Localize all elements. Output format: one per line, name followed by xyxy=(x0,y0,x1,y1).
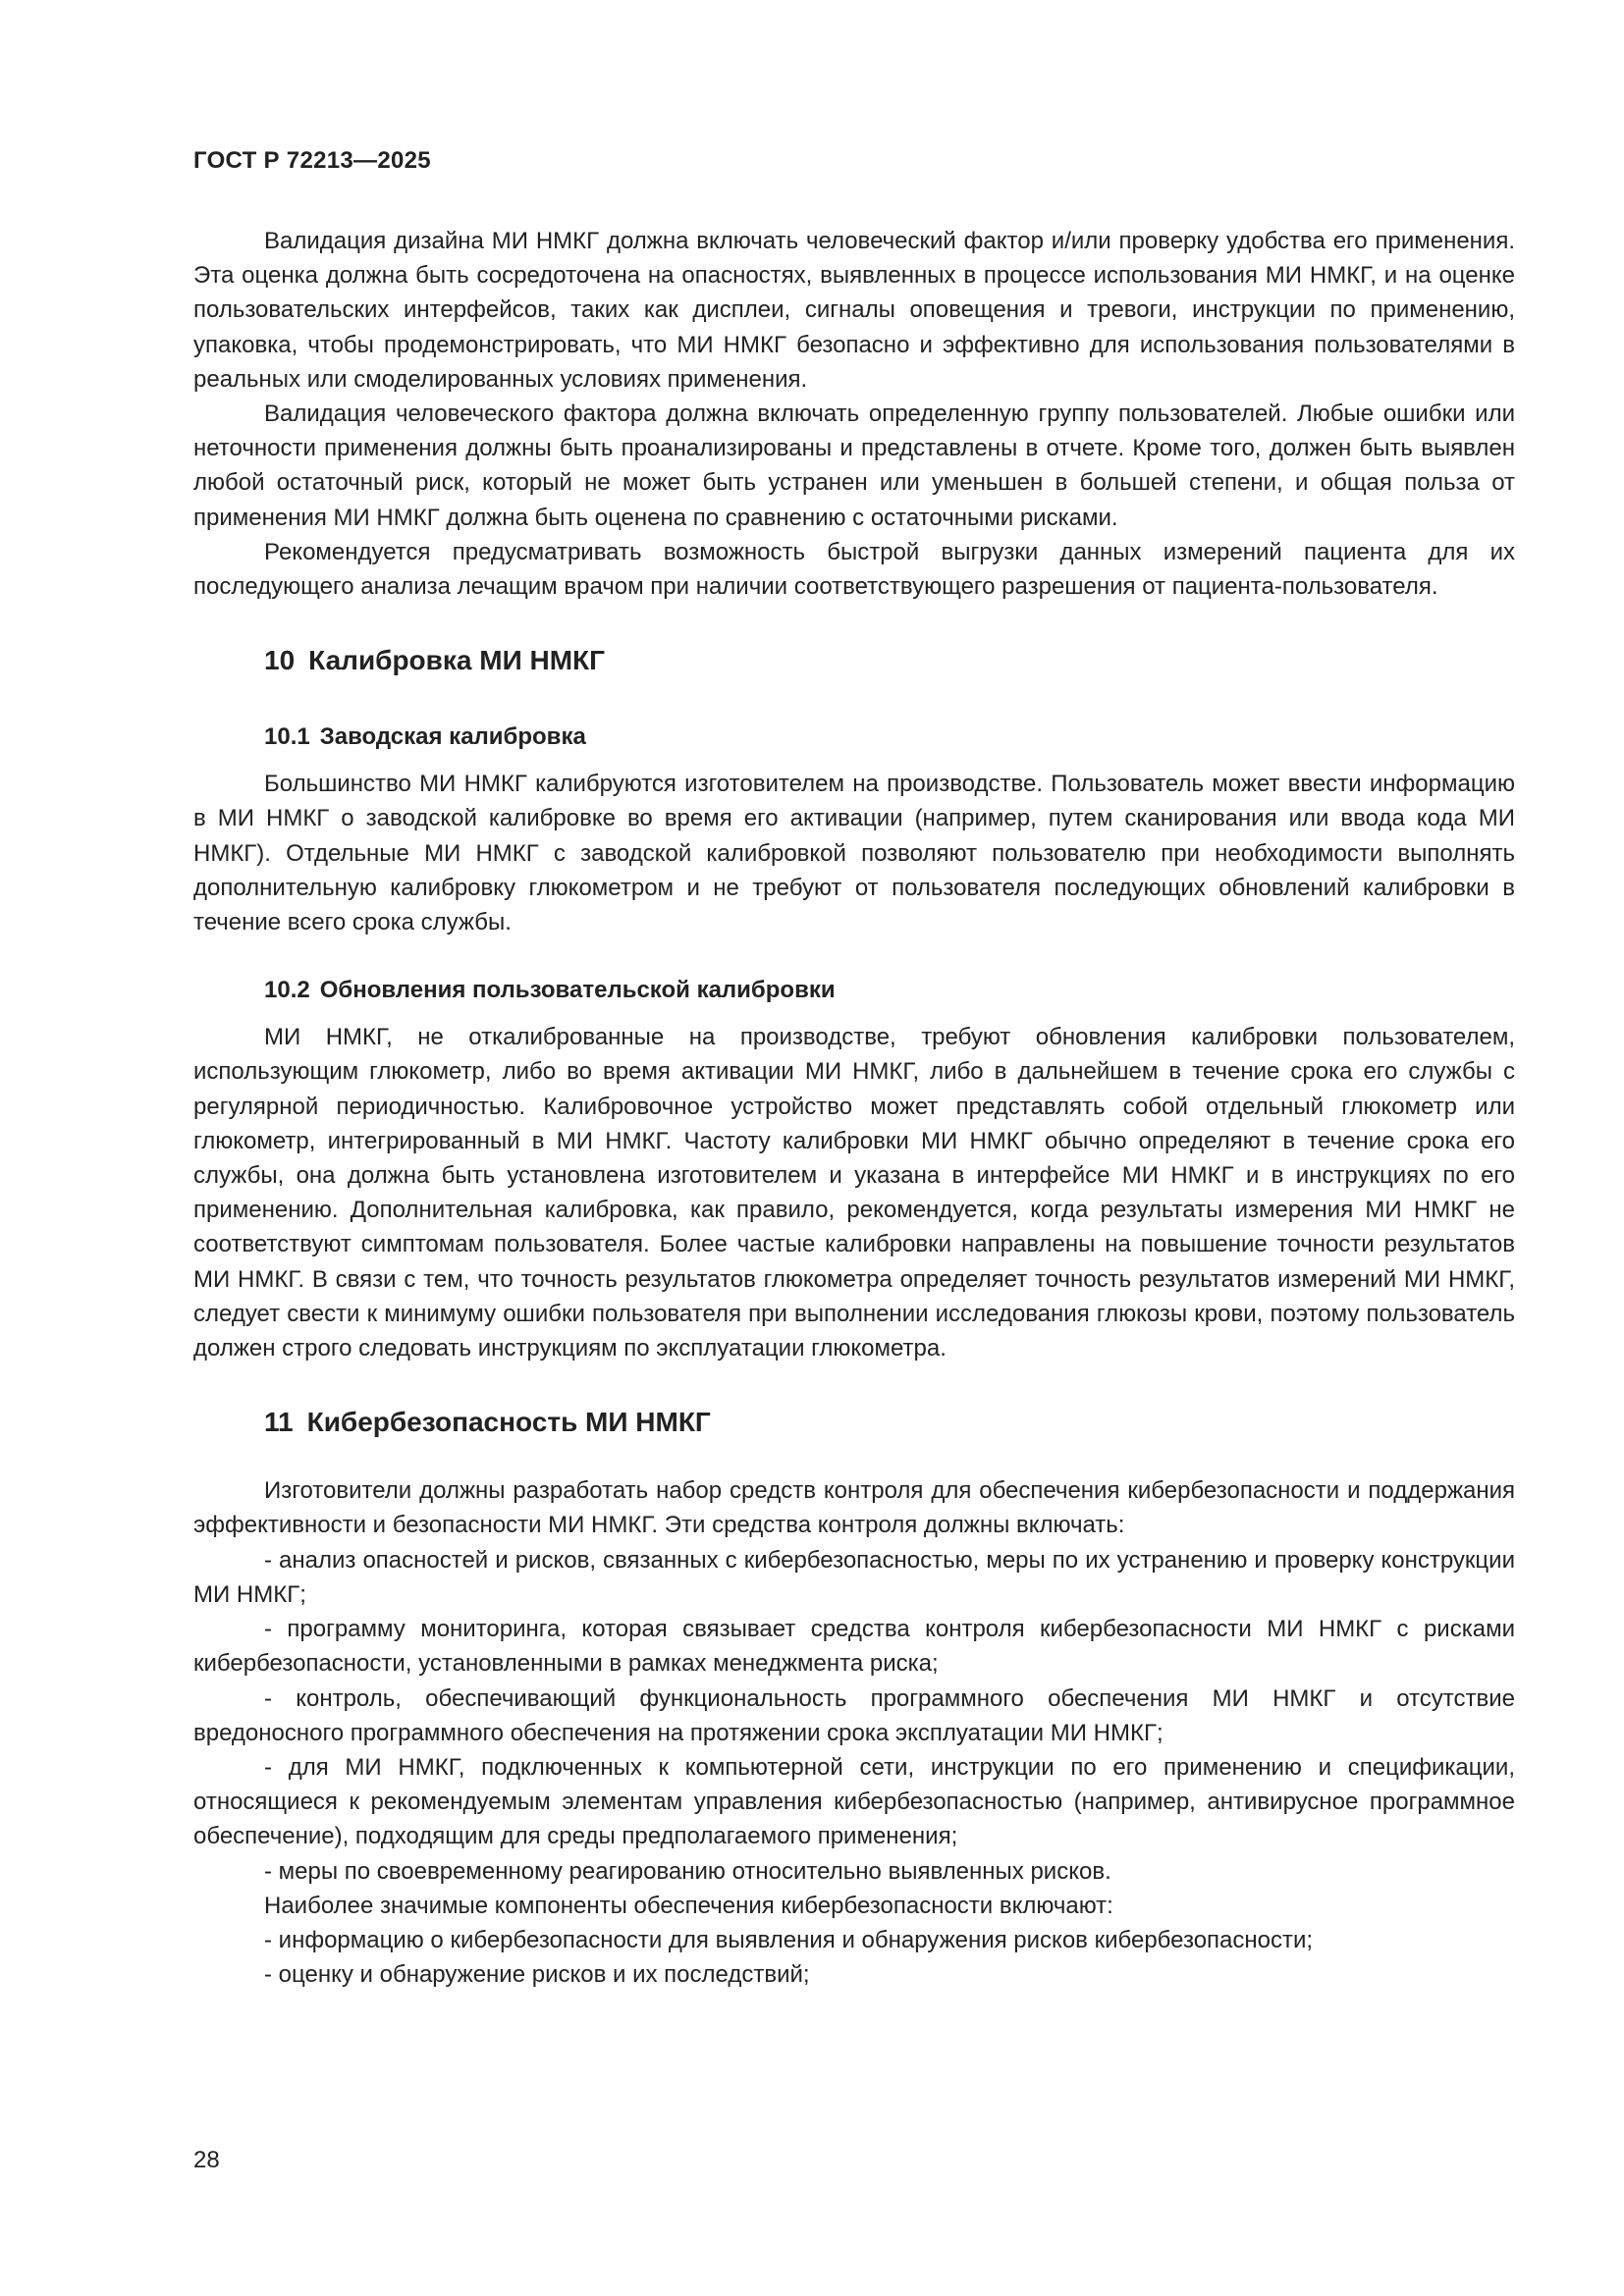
section-title: Кибербезопасность МИ НМКГ xyxy=(306,1407,711,1438)
subsection-number: 10.1 xyxy=(264,723,310,751)
paragraph: Валидация человеческого фактора должна включать определенную группу пользователей. Любые ошибки или неточности применения должны быть проанализированы и представлены в отчете. Кроме того, должен быть выявлен любой остаточный риск, который не может быть устранен или уменьшен в большей степени, и общая польза от применения МИ НМКГ должна быть оценена по сравнению с остаточными рисками. xyxy=(193,400,1515,531)
paragraph: Валидация дизайна МИ НМКГ должна включать человеческий фактор и/или проверку удобства его применения. Эта оценка должна быть сосредоточена на опасностях, выявленных в процессе использования МИ НМКГ, и на оценке пользовательских интерфейсов, таких как дисплеи, сигналы оповещения и тревоги, инструкции по применению, упаковка, чтобы продемонстрировать, что МИ НМКГ безопасно и эффективно для использования пользователями в реальных или смоделированных условиях применения. xyxy=(193,228,1515,393)
subsection-heading-10-2 xyxy=(193,973,1515,1008)
subsection-title: Обновления пользовательской калибровки xyxy=(319,977,836,1004)
list-item: - для МИ НМКГ, подключенных к компьютерной сети, инструкции по его применению и спецификации, относящиеся к рекомендуемым элементам управления кибербезопасностью (например, антивирусное программное обеспечение), подходящим для среды предполагаемого применения; xyxy=(193,1753,1515,1850)
paragraph: Большинство МИ НМКГ калибруются изготовителем на производстве. Пользователь может ввести информацию в МИ НМКГ о заводской калибровке во время его активации (например, путем сканирования или ввода кода МИ НМКГ). Отдельные МИ НМКГ с заводской калибровкой позволяют пользователю при необходимости выполнять дополнительную калибровку глюкометром и не требуют от пользователя последующих обновлений калибровки в течение всего срока службы. xyxy=(193,771,1515,936)
subsection-number: 10.2 xyxy=(264,977,310,1004)
subsection-heading-10-1 xyxy=(193,720,1515,755)
document-header: ГОСТ Р 72213—2025 xyxy=(193,147,431,174)
list-item: - оценку и обнаружение рисков и их последствий; xyxy=(264,1961,810,1989)
list-item: - программу мониторинга, которая связывает средства контроля кибербезопасности МИ НМКГ с рисками кибербезопасности, установленными в рамках менеджмента риска; xyxy=(193,1616,1515,1678)
paragraph: Рекомендуется предусматривать возможность быстрой выгрузки данных измерений пациента для их последующего анализа лечащим врачом при наличии соответствующего разрешения от пациента-пользователя. xyxy=(193,538,1515,601)
section-title: Калибровка МИ НМКГ xyxy=(308,645,605,676)
paragraph: Изготовители должны разработать набор средств контроля для обеспечения кибербезопасности и поддержания эффективности и безопасности МИ НМКГ. Эти средства контроля должны включать: xyxy=(193,1477,1515,1539)
section-number: 11 xyxy=(264,1407,294,1438)
list-item: - меры по своевременному реагированию относительно выявленных рисков. xyxy=(264,1857,1111,1885)
list-item: - информацию о кибербезопасности для выявления и обнаружения рисков кибербезопасности; xyxy=(264,1926,1314,1953)
paragraph: МИ НМКГ, не откалиброванные на производстве, требуют обновления калибровки пользователем, использующим глюкометр, либо во время активации МИ НМКГ, либо в дальнейшем в течение срока его службы с регулярной периодичностью. Калибровочное устройство может представлять собой отдельный глюкометр или глюкометр, интегрированный в МИ НМКГ. Частоту калибровки МИ НМКГ обычно определяют в течение срока его службы, она должна быть установлена изготовителем и указана в интерфейсе МИ НМКГ и в инструкциях по его применению. Дополнительная калибровка, как правило, рекомендуется, когда результаты измерения МИ НМКГ не соответствуют симптомам пользователя. Более частые калибровки направлены на повышение точности результатов МИ НМКГ. В связи с тем, что точность результатов глюкометра определяет точность результатов измерений МИ НМКГ, следует свести к минимуму ошибки пользователя при выполнении исследования глюкозы крови, поэтому пользователь должен строго следовать инструкциям по эксплуатации глюкометра. xyxy=(193,1024,1515,1362)
paragraph: Наиболее значимые компоненты обеспечения кибербезопасности включают: xyxy=(264,1892,1113,1919)
document-body xyxy=(193,224,1515,1992)
section-number: 10 xyxy=(264,645,296,676)
section-heading-10 xyxy=(193,641,1515,680)
list-item: - анализ опасностей и рисков, связанных с кибербезопасностью, меры по их устранению и проверку конструкции МИ НМКГ; xyxy=(193,1546,1515,1608)
subsection-title: Заводская калибровка xyxy=(319,723,586,751)
list-item: - контроль, обеспечивающий функциональность программного обеспечения МИ НМКГ и отсутствие вредоносного программного обеспечения на протяжении срока эксплуатации МИ НМКГ; xyxy=(193,1684,1515,1746)
section-heading-11 xyxy=(193,1403,1515,1442)
page-number: 28 xyxy=(193,2147,220,2173)
